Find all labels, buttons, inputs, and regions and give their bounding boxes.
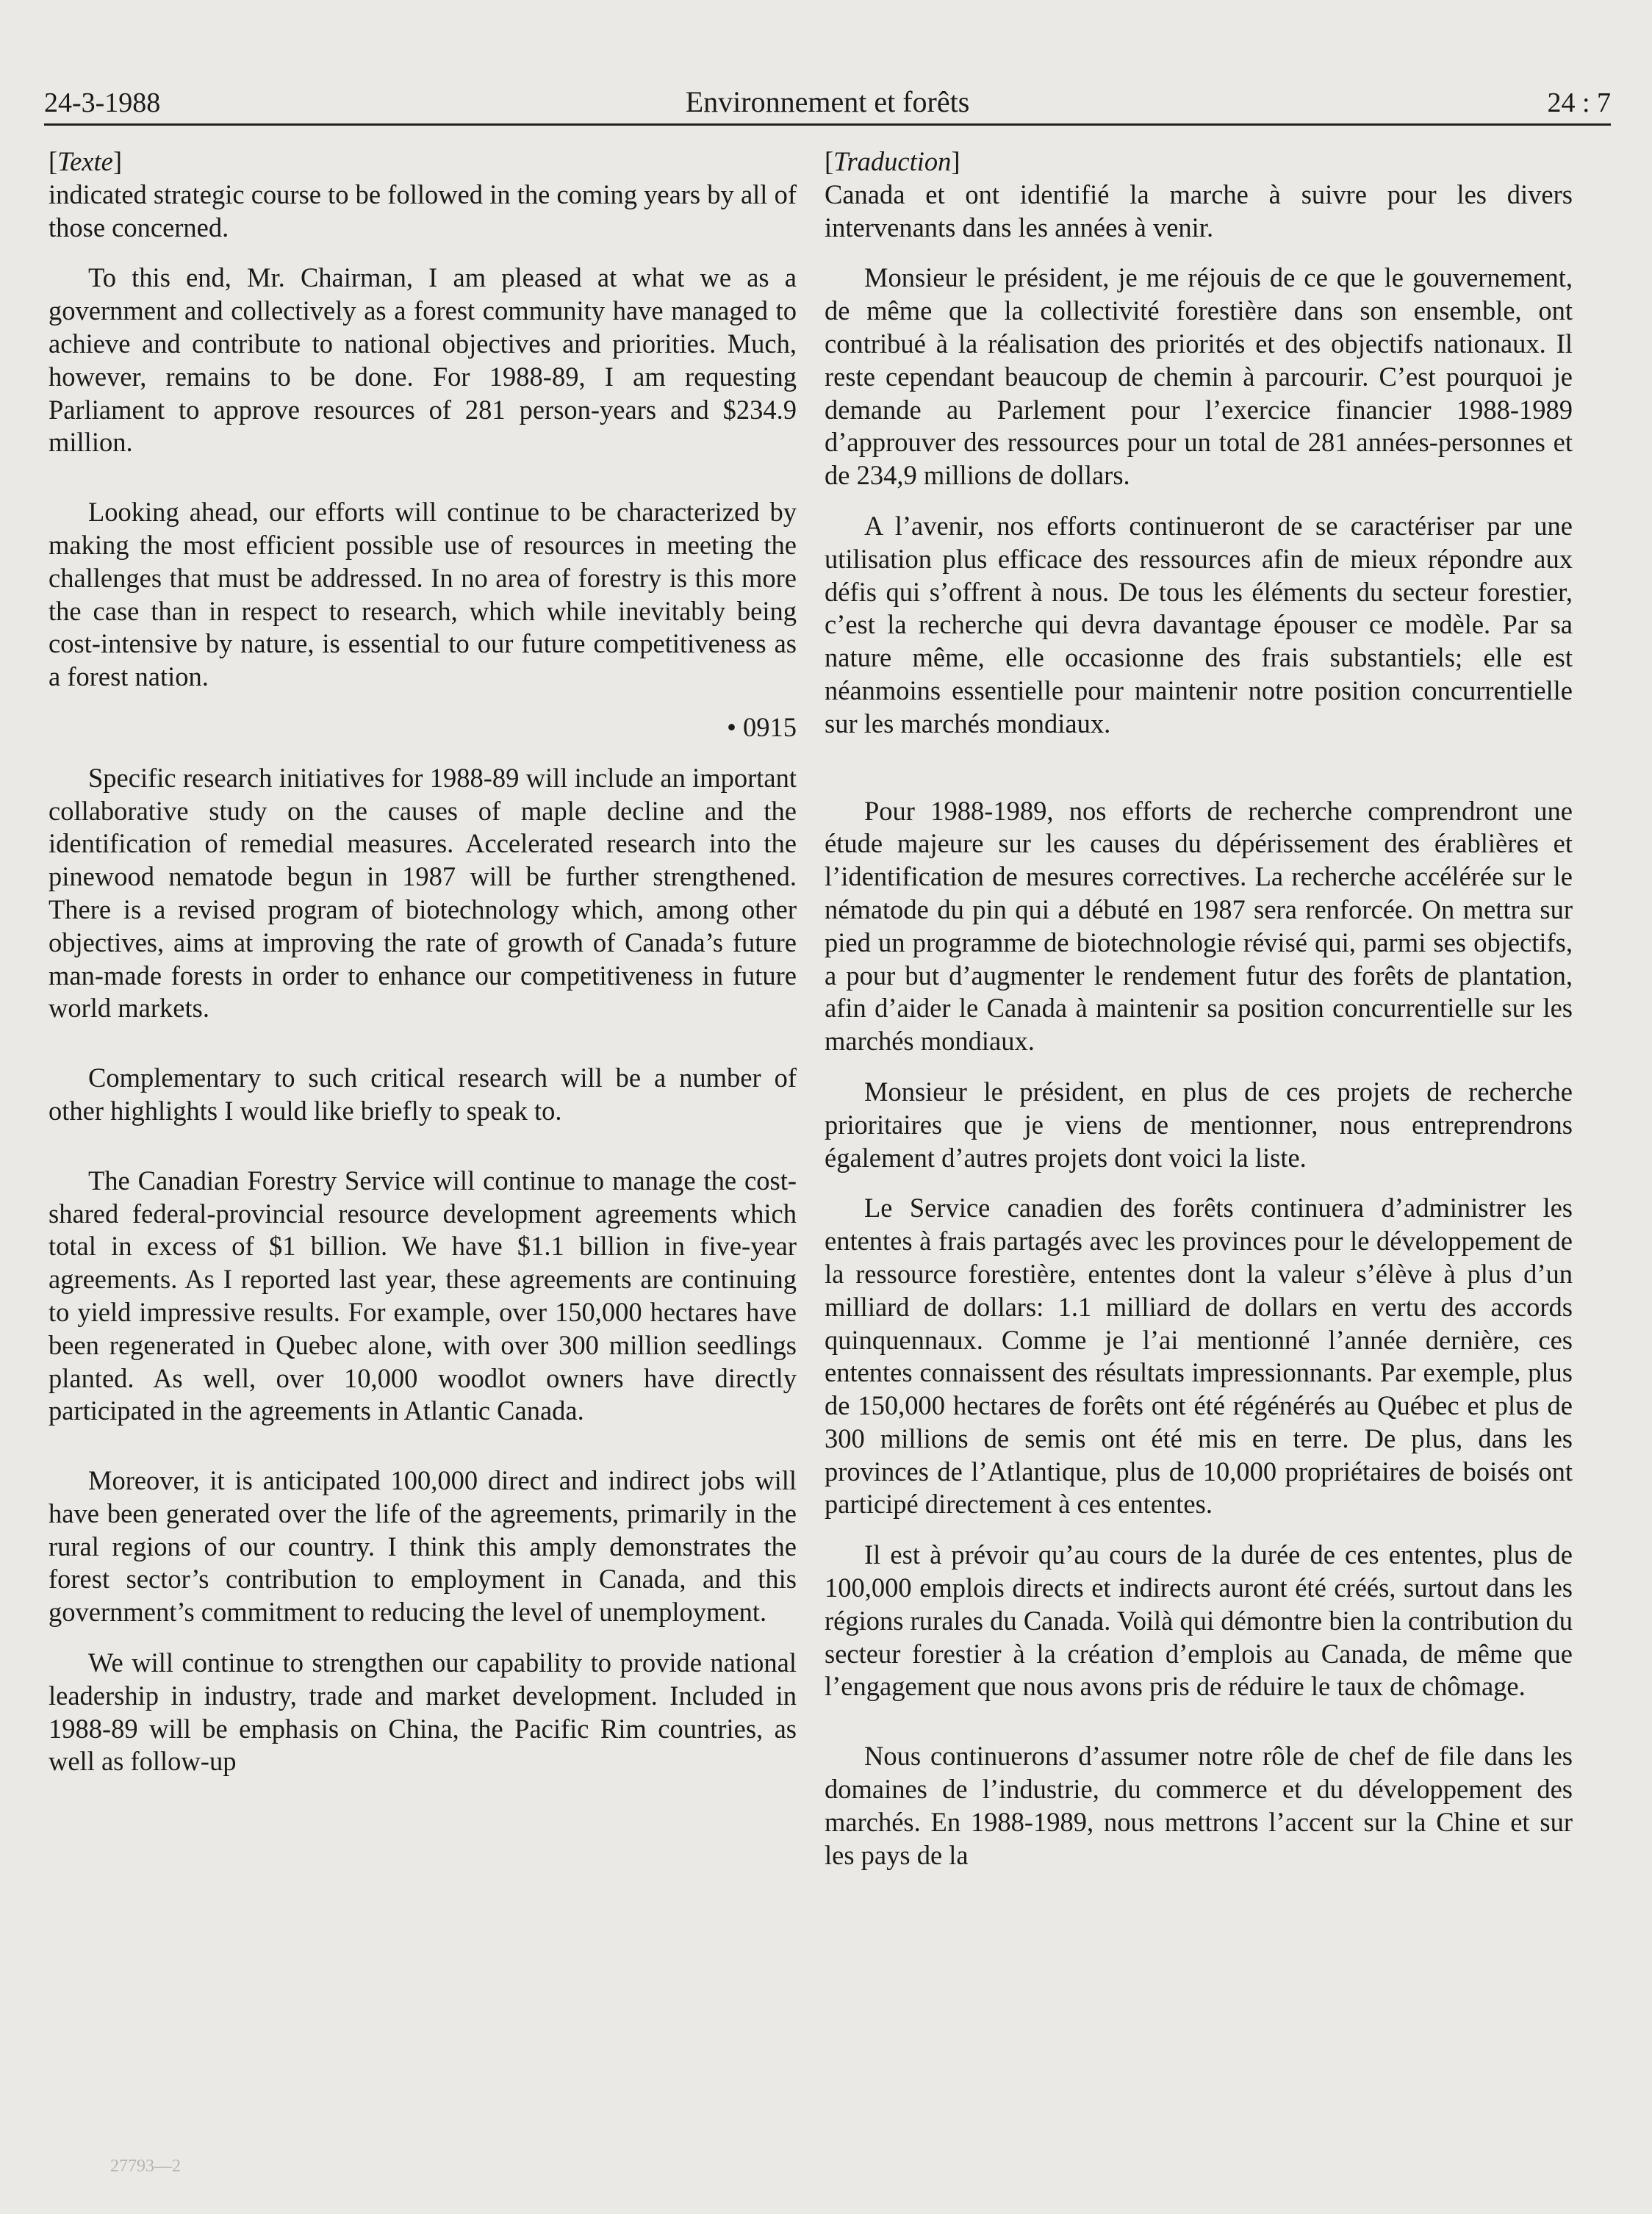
french-paragraph: Nous continuerons d’assumer notre rôle de chef de file dans les domaines de l’industrie, du commerce et du développement des marchés. En 1988-1989, nous mettrons l’accent sur la Chine et sur les pays de la xyxy=(825,1741,1573,1870)
footer-print-code: 27793—2 xyxy=(110,2157,181,2176)
english-section-tag: [Texte] xyxy=(49,146,123,176)
french-paragraph: Monsieur le président, en plus de ces projets de recherche prioritaires que je viens de mentionner, nous entreprendrons également d’autres projets dont voici la liste. xyxy=(825,1076,1573,1173)
english-column xyxy=(49,145,797,2085)
french-paragraph: Canada et ont identifié la marche à suivre pour les divers intervenants dans les années à venir. xyxy=(825,179,1573,242)
french-column xyxy=(825,145,1573,2085)
english-paragraph: indicated strategic course to be followed in the coming years by all of those concerned. xyxy=(49,179,797,242)
page-header xyxy=(44,79,1611,126)
french-paragraph: Pour 1988-1989, nos efforts de recherche comprendront une étude majeure sur les causes du dépérissement des érablières et l’identification de mesures correctives. La recherche accélérée sur le nématode du pin qui a débuté en 1987 sera renforcée. On mettra sur pied un programme de biotechnologie révisé qui, parmi ses objectifs, a pour but d’augmenter le rendement futur des forêts de plantation, afin d’aider le Canada à maintenir sa position concurrentielle sur les marchés mondiaux. xyxy=(825,795,1573,1057)
header-date: 24-3-1988 xyxy=(44,87,161,118)
english-paragraph: To this end, Mr. Chairman, I am pleased at what we as a government and collectively as a forest community have managed to achieve and contribute to national objectives and priorities. Much, however, remains to be done. For 1988-89, I am requesting Parliament to approve resources of 281 person-years and $234.9 million. xyxy=(49,262,797,458)
header-page-number: 24 : 7 xyxy=(1547,87,1611,118)
english-paragraph: Complementary to such critical research will be a number of other highlights I would like briefly to speak to. xyxy=(49,1063,797,1126)
english-paragraph: The Canadian Forestry Service will continue to manage the cost-shared federal-provincial resource development agreements which total in excess of $1 billion. We have $1.1 billion in five-year agreements. As I reported last year, these agreements are continuing to yield impressive results. For example, over 150,000 hectares have been regenerated in Quebec alone, with over 300 million seedlings planted. As well, over 10,000 woodlot owners have directly participated in the agreements in Atlantic Canada. xyxy=(49,1165,797,1426)
english-paragraph: Looking ahead, our efforts will continue to be characterized by making the most efficient possible use of resources in meeting the challenges that must be addressed. In no area of forestry is this more the case than in respect to research, which while inevitably being cost-intensive by nature, is essential to our future competitiveness as a forest nation. xyxy=(49,497,797,692)
french-section-tag: [Traduction] xyxy=(825,146,960,176)
header-title: Environnement et forêts xyxy=(685,85,970,118)
english-paragraph: Specific research initiatives for 1988-89 will include an important collaborative study on the causes of maple decline and the identification of remedial measures. Accelerated research into the pinewood nematode begun in 1987 will be further strengthened. There is a revised program of biotechnology which, among other objectives, aims at improving the rate of growth of Canada’s future man-made forests in order to enhance our competitiveness in future world markets. xyxy=(49,762,797,1024)
french-paragraph: Monsieur le président, je me réjouis de ce que le gouvernement, de même que la collectivité forestière dans son ensemble, ont contribué à la réalisation des priorités et des objectifs nationaux. Il reste cependant beaucoup de chemin à parcourir. C’est pourquoi je demande au Parlement pour l’exercice financier 1988-1989 d’approuver des ressources pour un total de 281 années-personnes et de 234,9 millions de dollars. xyxy=(825,262,1573,491)
time-stamp: • 0915 xyxy=(727,711,797,742)
french-paragraph: Le Service canadien des forêts continuera d’administrer les ententes à frais partagés avec les provinces pour le développement de la ressource forestière, ententes dont la valeur s’élève à plus d’un milliard de dollars: 1.1 milliard de dollars en vertu des accords quinquennaux. Comme je l’ai mentionné l’année dernière, ces ententes connaissent des résultats impressionnants. Par exemple, plus de 150,000 hectares de forêts ont été régénérés au Québec et plus de 300 millions de semis ont été mis en terre. De plus, dans les provinces de l’Atlantique, plus de 10,000 propriétaires de boisés ont participé directement à ces ententes. xyxy=(825,1193,1573,1520)
english-paragraph: Moreover, it is anticipated 100,000 direct and indirect jobs will have been generated over the life of the agreements, primarily in the rural regions of our country. I think this amply demonstrates the forest sector’s contribution to employment in Canada, and this government’s commitment to reducing the level of unemployment. xyxy=(49,1465,797,1628)
french-paragraph: A l’avenir, nos efforts continueront de se caractériser par une utilisation plus efficace des ressources afin de mieux répondre aux défis qui s’offrent à nous. De tous les éléments du secteur forestier, c’est la recherche qui devra davantage épouser ce modèle. Par sa nature même, elle occasionne des frais substantiels; elle est néanmoins essentielle pour maintenir notre position concurrentielle sur les marchés mondiaux. xyxy=(825,510,1573,738)
french-paragraph: Il est à prévoir qu’au cours de la durée de ces ententes, plus de 100,000 emplois directs et indirects auront été créés, surtout dans les régions rurales du Canada. Voilà qui démontre bien la contribution du secteur forestier à la création d’emplois au Canada, de même que l’engagement que nous avons pris de réduire le taux de chômage. xyxy=(825,1539,1573,1702)
english-paragraph: We will continue to strengthen our capability to provide national leadership in industry, trade and market development. Included in 1988-89 will be emphasis on China, the Pacific Rim countries, as well as follow-up xyxy=(49,1647,797,1777)
